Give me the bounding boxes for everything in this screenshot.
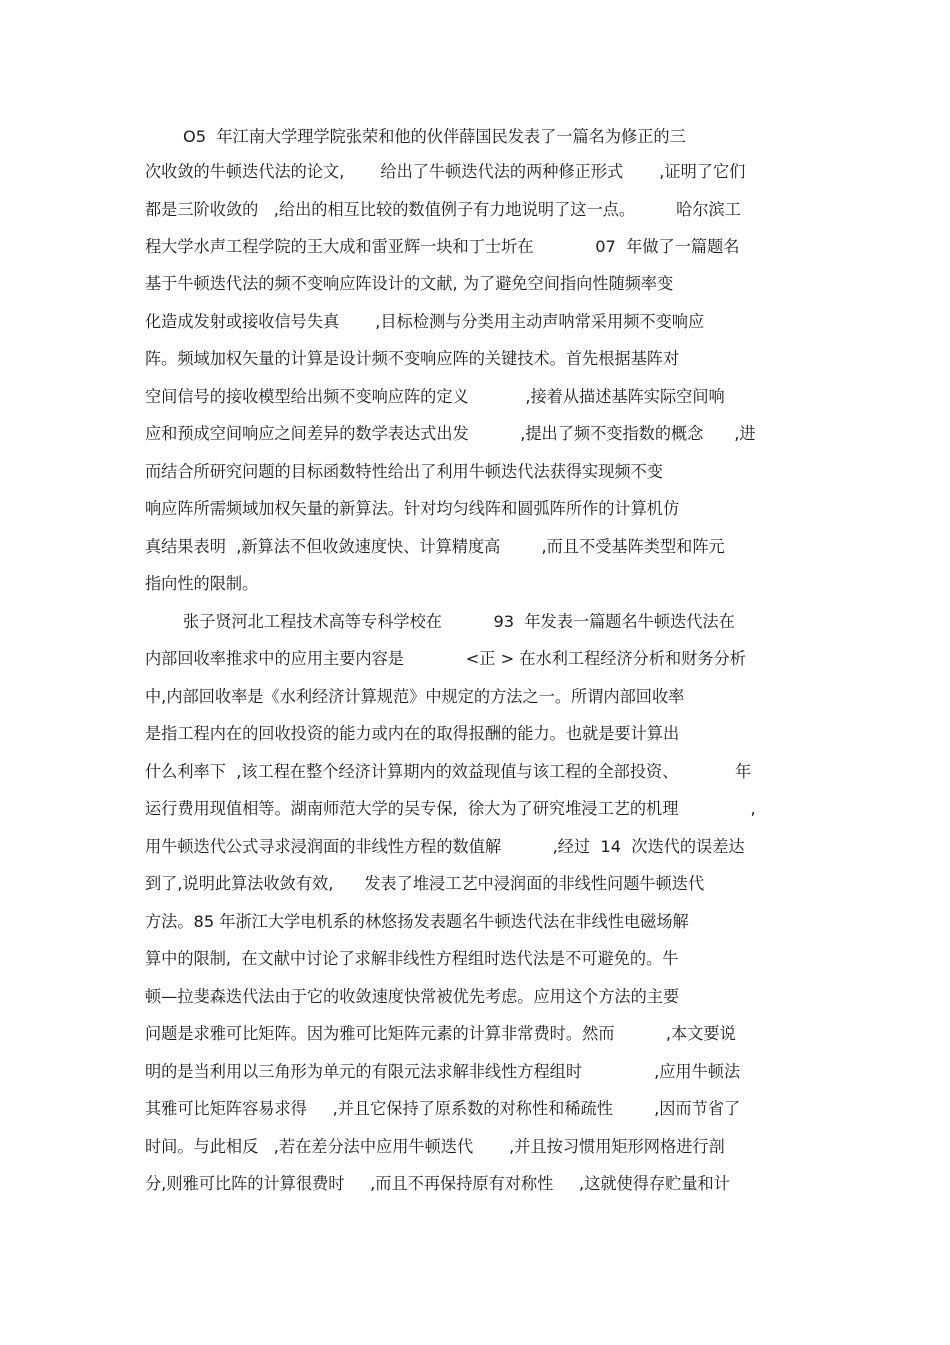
paragraph-1-line: 指向性的限制。: [145, 574, 259, 593]
paragraph-2-line: 到了,说明此算法收敛有效, 发表了堆浸工艺中浸润面的非线性问题牛顿迭代: [145, 874, 705, 893]
paragraph-2-line: 中,内部回收率是《水利经济计算规范》中规定的方法之一。所谓内部回收率: [145, 687, 685, 706]
paragraph-2-line: 张子贤河北工程技术高等专科学校在 93 年发表一篇题名牛顿迭代法在: [183, 612, 735, 631]
paragraph-1-line: 化造成发射或接收信号失真 ,目标检测与分类用主动声呐常采用频不变响应: [145, 312, 705, 331]
paragraph-2-line: 什么利率下 ,该工程在整个经济计算期内的效益现值与该工程的全部投资、 年: [145, 762, 752, 781]
paragraph-1-line: 程大学水声工程学院的王大成和雷亚辉一块和丁士圻在 07 年做了一篇题名: [145, 237, 740, 256]
paragraph-1-line: 次收敛的牛顿迭代法的论文, 给出了牛顿迭代法的两种修正形式 ,证明了它们: [145, 162, 746, 181]
paragraph-1-line: 而结合所研究问题的目标函数特性给出了利用牛顿迭代法获得实现频不变: [145, 462, 663, 481]
paragraph-2-line: 时间。与此相反 ,若在差分法中应用牛顿迭代 ,并且按习惯用矩形网格进行剖: [145, 1137, 725, 1156]
paragraph-2-line: 分,则雅可比阵的计算很费时 ,而且不再保持原有对称性 ,这就使得存贮量和计: [145, 1174, 730, 1193]
paragraph-2-line: 是指工程内在的回收投资的能力或内在的取得报酬的能力。也就是要计算出: [145, 724, 680, 743]
paragraph-2-line: 方法。85 年浙江大学电机系的林悠扬发表题名牛顿迭代法在非线性电磁场解: [145, 912, 689, 931]
paragraph-1-line: 响应阵所需频域加权矢量的新算法。针对均匀线阵和圆弧阵所作的计算机仿: [145, 499, 680, 518]
paragraph-2-line: 其雅可比矩阵容易求得 ,并且它保持了原系数的对称性和稀疏性 ,因而节省了: [145, 1099, 741, 1118]
paragraph-1-line: 阵。频域加权矢量的计算是设计频不变响应阵的关键技术。首先根据基阵对: [145, 349, 680, 368]
paragraph-1-line: 真结果表明 ,新算法不但收敛速度快、计算精度高 ,而且不受基阵类型和阵元: [145, 537, 725, 556]
paragraph-2-line: 内部回收率推求中的应用主要内容是 <正 > 在水利工程经济分析和财务分析: [145, 649, 746, 668]
paragraph-2-line: 算中的限制, 在文献中讨论了求解非线性方程组时迭代法是不可避免的。牛: [145, 949, 679, 968]
paragraph-2-line: 顿—拉斐森迭代法由于它的收敛速度快常被优先考虑。应用这个方法的主要: [145, 987, 680, 1006]
paragraph-2-line: 明的是当利用以三角形为单元的有限元法求解非线性方程组时 ,应用牛顿法: [145, 1062, 741, 1081]
paragraph-1-line: 空间信号的接收模型给出频不变响应阵的定义 ,接着从描述基阵实际空间响: [145, 387, 725, 406]
paragraph-2-line: 问题是求雅可比矩阵。因为雅可比矩阵元素的计算非常费时。然而 ,本文要说: [145, 1024, 736, 1043]
paragraph-1-line: 应和预成空间响应之间差异的数学表达式出发 ,提出了频不变指数的概念 ,进: [145, 424, 756, 443]
paragraph-1-line: O5 年江南大学理学院张荣和他的伙伴薛国民发表了一篇名为修正的三: [183, 127, 686, 146]
paragraph-2-line: 运行费用现值相等。湖南师范大学的吴专保, 徐大为了研究堆浸工艺的机理 ,: [145, 799, 756, 818]
paragraph-1-line: 基于牛顿迭代法的频不变响应阵设计的文献, 为了避免空间指向性随频率变: [145, 274, 674, 293]
paragraph-1-line: 都是三阶收敛的 ,给出的相互比较的数值例子有力地说明了这一点。 哈尔滨工: [145, 200, 741, 219]
paragraph-2-line: 用牛顿迭代公式寻求浸润面的非线性方程的数值解 ,经过 14 次迭代的误差达: [145, 837, 745, 856]
